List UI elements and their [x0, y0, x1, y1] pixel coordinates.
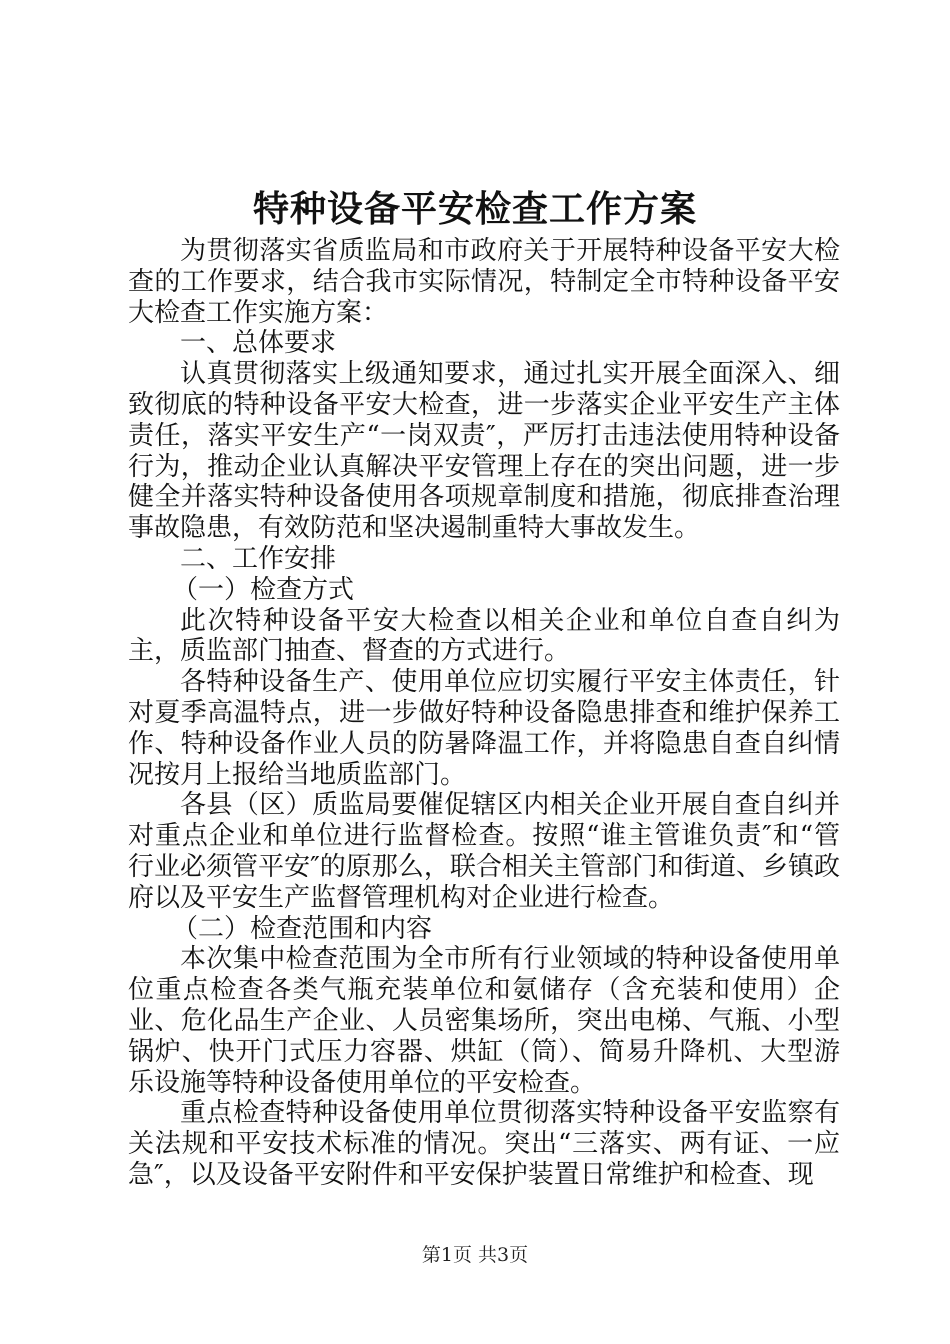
document-body: [128, 236, 840, 1191]
section-heading-work-arrangement: 二、工作安排: [180, 543, 337, 574]
subsection-heading-inspection-scope: （二）检查范围和内容: [172, 913, 433, 944]
paragraph-general-requirements: 认真贯彻落实上级通知要求，通过扎实开展全面深入、细致彻底的特种设备平安大检查，进一步落实企业平安生产主体责任，落实平安生产“一岗双责″，严厉打击违法使用特种设备行为，推动企业认真解决平安管理上存在的突出问题，进一步健全并落实特种设备使用各项规章制度和措施，彻底排查治理事故隐患，有效防范和坚决遏制重特大事故发生。: [128, 359, 840, 544]
document-title: 特种设备平安检查工作方案: [252, 188, 697, 230]
paragraph-inspection-scope: 本次集中检查范围为全市所有行业领域的特种设备使用单位重点检查各类气瓶充装单位和氨储存（含充装和使用）企业、危化品生产企业、人员密集场所，突出电梯、气瓶、小型锅炉、快开门式压力容器、烘缸（筒）、简易升降机、大型游乐设施等特种设备使用单位的平安检查。: [128, 944, 840, 1098]
page-number: 第1页 共3页: [421, 1244, 529, 1266]
paragraph-key-inspection: 重点检查特种设备使用单位贯彻落实特种设备平安监察有关法规和平安技术标准的情况。突出“三落实、两有证、一应急″，以及设备平安附件和平安保护装置日常维护和检查、现: [128, 1098, 840, 1190]
paragraph-county-supervision: 各县（区）质监局要催促辖区内相关企业开展自查自纠并对重点企业和单位进行监督检查。按照“谁主管谁负责″和“管行业必须管平安″的原那么，联合相关主管部门和街道、乡镇政府以及平安生产监督管理机构对企业进行检查。: [128, 790, 840, 913]
paragraph-intro: 为贯彻落实省质监局和市政府关于开展特种设备平安大检查的工作要求，结合我市实际情况，特制定全市特种设备平安大检查工作实施方案：: [128, 236, 840, 328]
subsection-heading-inspection-method: （一）检查方式: [172, 574, 355, 605]
paragraph-inspection-method: 此次特种设备平安大检查以相关企业和单位自查自纠为主，质监部门抽查、督查的方式进行。: [128, 605, 840, 667]
section-heading-general-requirements: 一、总体要求: [180, 328, 337, 359]
paragraph-unit-responsibility: 各特种设备生产、使用单位应切实履行平安主体责任，针对夏季高温特点，进一步做好特种设备隐患排查和维护保养工作、特种设备作业人员的防暑降温工作，并将隐患自查自纠情况按月上报给当地质监部门。: [128, 667, 840, 790]
